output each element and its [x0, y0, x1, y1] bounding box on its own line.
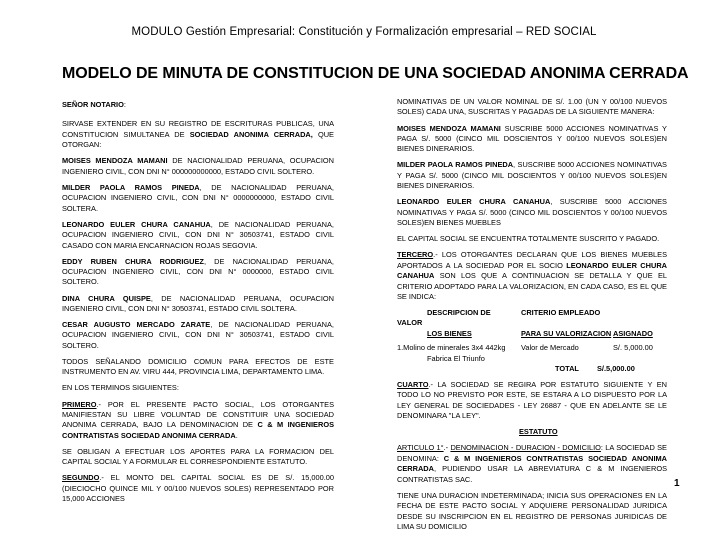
article-1: [397, 443, 667, 485]
partner-3: [62, 220, 334, 251]
partner-2-name: MILDER PAOLA RAMOS PINEDA: [62, 182, 200, 192]
table-header-row-3: [397, 329, 667, 339]
partner-5-details: , DE NACIONALIDAD PERUANA, OCUPACION INGENIERO CIVIL, CON DNI N° 30503741, ESTADO CIVIL SOLTERA.: [62, 293, 334, 313]
valuation-table: [397, 308, 667, 374]
table-header-row-1: [397, 308, 667, 318]
partner-1: [62, 156, 334, 177]
clause-primero-end: .: [235, 430, 238, 440]
table-header-value: VALOR: [397, 318, 423, 328]
clause-tercero-label: TERCERO: [397, 250, 434, 260]
page-number: 1: [674, 478, 680, 489]
left-column: [62, 100, 334, 510]
article-1-end: , PUDIENDO USAR LA ABREVIATURA C & M INGENIEROS CONTRATISTAS SAC.: [397, 464, 667, 484]
partner-1-name: MOISES MENDOZA MAMANI: [62, 156, 168, 166]
clause-primero-text: .- POR EL PRESENTE PACTO SOCIAL, LOS OTORGANTES MANIFIESTAN SU LIBRE VOLUNTAD DE CONSTITUIR UNA SOCIEDAD ANONIMA CERRADA, BAJO LA DENOMINACION DE: [62, 399, 334, 430]
clause-tercero-end: SON LOS QUE A CONTINUACION SE DETALLA Y QUE EL CRITERIO ADOPTADO PARA LA VALORIZACION, EN CADA CASO, ES EL QUE SE INDICA:: [397, 271, 667, 301]
document-title: MODELO DE MINUTA DE CONSTITUCION DE UNA SOCIEDAD ANONIMA CERRADA: [62, 65, 689, 82]
partner-4-name: EDDY RUBEN CHURA RODRIGUEZ: [62, 256, 204, 266]
clause-segundo: [62, 473, 334, 504]
clause-segundo-text: .- EL MONTO DEL CAPITAL SOCIAL ES DE S/. 15,000.00 (DIECIOCHO QUINCE MIL Y 00/100 NUEVOS SOLES) REPRESENTADO POR 15,000 ACCIONES: [62, 473, 334, 504]
table-total-label: TOTAL: [555, 363, 579, 373]
table-total-value: S/.5,000.00: [597, 363, 635, 373]
clause-cuarto-label: CUARTO: [397, 380, 429, 390]
page-header: MODULO Gestión Empresarial: Constitución y Formalización empresarial – RED SOCIAL: [131, 26, 597, 38]
table-cell-description: 1.Molino de minerales 3x4 442kg: [397, 343, 506, 353]
partner-6-name: CESAR AUGUSTO MERCADO ZARATE: [62, 320, 211, 330]
duration-paragraph: TIENE UNA DURACION INDETERMINADA; INICIA SUS OPERACIONES EN LA FECHA DE ESTE PACTO SOCIAL Y ADQUIERE PERSONALIDAD JURIDICA DESDE SU INSCRIPCION EN EL REGISTRO DE PERSONAS JURIDICAS DE LIMA SU DOMICILIO: [397, 490, 667, 531]
table-cell-value: S/. 5,000.00: [613, 343, 653, 353]
intro-text: SIRVASE EXTENDER EN SU REGISTRO DE ESCRITURAS PUBLICAS, UNA CONSTITUCION SIMULTANEA DE: [62, 119, 334, 139]
table-header-valuation: PARA SU VALORIZACION: [521, 328, 612, 338]
salutation-colon: :: [123, 100, 126, 109]
clause-tercero-text: .- LOS OTORGANTES DECLARAN QUE LOS BIENES MUEBLES APORTADOS A LA SOCIEDAD POR EL SOCIO: [397, 250, 667, 270]
subscription-1: [397, 124, 667, 155]
table-header-criteria: CRITERIO EMPLEADO: [521, 308, 601, 318]
subscription-1-name: MOISES MENDOZA MAMANI: [397, 123, 501, 133]
article-1-separator: .-: [443, 443, 451, 453]
intro-end: QUE OTORGAN:: [62, 129, 334, 150]
partner-5-name: DINA CHURA QUISPE: [62, 293, 151, 303]
table-total-row: [397, 364, 667, 374]
subscription-2-name: MILDER PAOLA RAMOS PINEDA: [397, 160, 514, 170]
subscription-2-details: , SUSCRIBE 5000 ACCIONES NOMINATIVAS Y PAGA S/. 5000 (CINCO MIL DOSCIENTOS Y 00/100 NUEVOS SOLES)EN BIENES DINERARIOS.: [397, 160, 667, 191]
clause-tercero-partner: LEONARDO EULER CHURA CANAHUA: [397, 260, 667, 281]
article-1-company: C & M INGENIEROS CONTRATISTAS SOCIEDAD ANONIMA CERRADA: [397, 453, 667, 474]
intro-bold: SOCIEDAD ANONIMA CERRADA,: [189, 129, 313, 139]
table-header-description: DESCRIPCION DE: [427, 308, 491, 318]
right-column: [397, 97, 667, 538]
subscription-3-name: LEONARDO EULER CHURA CANAHUA: [397, 197, 551, 207]
article-1-text: : LA SOCIEDAD SE DENOMINA:: [397, 443, 667, 463]
capital-paragraph: EL CAPITAL SOCIAL SE ENCUENTRA TOTALMENTE SUSCRITO Y PAGADO.: [397, 234, 660, 244]
paragraph-intro: [62, 119, 334, 150]
statute-heading-text: ESTATUTO: [519, 427, 558, 437]
salutation-label: SEÑOR NOTARIO: [62, 100, 124, 109]
partner-4: [62, 257, 334, 288]
table-cell-description-2: Fabrica El Triunfo: [427, 353, 485, 363]
clause-primero: [62, 400, 334, 442]
partner-3-details: , DE NACIONALIDAD PERUANA, OCUPACION INGENIERO CIVIL, CON DNI N° 30503741, ESTADO CIVIL CASADO CON MARIA ENCARNACION ROJAS SEGOVIA.: [62, 219, 334, 250]
clause-primero-label: PRIMERO: [62, 399, 97, 409]
table-row: [397, 343, 667, 353]
partner-1-details: DE NACIONALIDAD PERUANA, OCUPACION INGENIERO CIVIL, CON DNI N° 000000000000, ESTADO CIVIL SOLTERO.: [62, 156, 334, 176]
partner-2-details: , DE NACIONALIDAD PERUANA, OCUPACION INGENIERO CIVIL, CON DNI N° 0000000000, ESTADO CIVIL SOLTERA.: [62, 182, 334, 213]
partner-3-name: LEONARDO EULER CHURA CANAHUA: [62, 219, 211, 229]
clause-cuarto: [397, 380, 667, 422]
partner-6: [62, 320, 334, 351]
clause-tercero: [397, 250, 667, 302]
subscription-1-details: SUSCRIBE 5000 ACCIONES NOMINATIVAS Y PAGA S/. 5000 (CINCO MIL DOSCIENTOS Y 00/100 NUEVOS SOLES)EN BIENES DINERARIOS.: [397, 123, 667, 154]
shares-paragraph: NOMINATIVAS DE UN VALOR NOMINAL DE S/. 1.00 (UN Y 00/100 NUEVOS SOLES) CADA UNA, SUSCRITAS Y PAGADAS DE LA SIGUIENTE MANERA:: [397, 97, 667, 117]
partner-4-details: , DE NACIONALIDAD PERUANA, OCUPACION INGENIERO CIVIL, CON DNI N° 0000000, ESTADO CIVIL SOLTERO.: [62, 256, 334, 287]
domicile-paragraph: TODOS SEÑALANDO DOMICILIO COMUN PARA EFECTOS DE ESTE INSTRUMENTO EN AV. VIRU 444, PROVINCIA LIMA, DEPARTAMENTO LIMA.: [62, 356, 334, 377]
article-1-title: DENOMINACION - DURACION - DOMICILIO: [450, 443, 601, 453]
subscription-3: [397, 197, 667, 228]
clause-cuarto-text: .- LA SOCIEDAD SE REGIRA POR ESTATUTO SIGUIENTE Y EN TODO LO NO PREVISTO POR ESTE, SE ESTARA A LO DISPUESTO POR LA LEY GENERAL DE SOCIEDADES - LEY 26887 - QUE EN ADELANTE SE LE DENOMINARA "LA LEY".: [397, 380, 667, 421]
partner-6-details: , DE NACIONALIDAD PERUANA, OCUPACION INGENIERO CIVIL, CON DNI N° 30503741, ESTADO CIVIL SOLTERO.: [62, 320, 334, 350]
terms-paragraph: EN LOS TERMINOS SIGUIENTES:: [62, 383, 179, 393]
subscription-3-details: , SUSCRIBE 5000 ACCIONES NOMINATIVAS Y PAGA S/. 5000 (CINCO MIL DOSCIENTOS Y 00/100 NUEVOS SOLES)EN BIENES MUEBLES: [397, 197, 667, 228]
partner-5: [62, 294, 334, 315]
table-row-continued: [397, 354, 667, 364]
subscription-2: [397, 160, 667, 191]
clause-segundo-label: SEGUNDO: [62, 473, 100, 483]
table-header-goods: LOS BIENES: [427, 328, 472, 338]
table-header-row-2: [397, 318, 667, 328]
statute-heading: [397, 427, 667, 437]
table-cell-criteria: Valor de Mercado: [521, 343, 579, 353]
article-1-label: ARTICULO 1°: [397, 443, 444, 453]
obligations-paragraph: SE OBLIGAN A EFECTUAR LOS APORTES PARA LA FORMACION DEL CAPITAL SOCIAL Y A FORMULAR EL CORRESPONDIENTE ESTATUTO.: [62, 446, 334, 467]
table-header-assigned: ASIGNADO: [613, 328, 653, 338]
partner-2: [62, 183, 334, 214]
salutation: [62, 100, 334, 110]
clause-primero-company: C & M INGENIEROS CONTRATISTAS SOCIEDAD ANONIMA CERRADA: [62, 420, 334, 440]
